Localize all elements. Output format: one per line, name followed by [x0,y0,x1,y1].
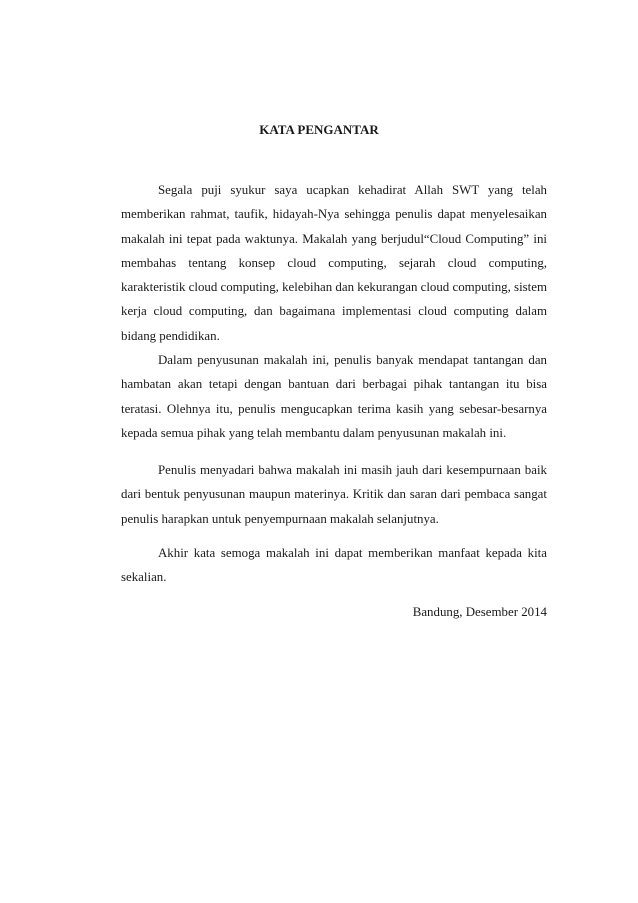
place-date-signoff: Bandung, Desember 2014 [412,605,547,619]
paragraph-opening: Segala puji syukur saya ucapkan kehadirat Allah SWT yang telah memberikan rahmat, taufik, hidayah-Nya sehingga penulis dapat menyelesaikan makalah ini tepat pada waktunya. Makalah yang berjudul“Cloud Computing” ini membahas tentang konsep cloud computing, sejarah cloud computing, karakteristik cloud computing, kelebihan dan kekurangan cloud computing, sistem kerja cloud computing, dan bagaimana implementasi cloud computing dalam bidang pendidikan. [121,183,548,343]
paragraph-acknowledgement: Dalam penyusunan makalah ini, penulis banyak mendapat tantangan dan hambatan akan tetapi dengan bantuan dari berbagai pihak tantangan itu bisa teratasi. Olehnya itu, penulis mengucapkan terima kasih yang sebesar-besarnya kepada semua pihak yang telah membantu dalam penyusunan makalah ini. [121,353,547,440]
page-title: KATA PENGANTAR [259,122,379,137]
paragraph-limitations: Penulis menyadari bahwa makalah ini masih jauh dari kesempurnaan baik dari bentuk penyusunan maupun materinya. Kritik dan saran dari pembaca sangat penulis harapkan untuk penyempurnaan makalah selanjutnya. [121,463,547,526]
paragraph-closing: Akhir kata semoga makalah ini dapat memberikan manfaat kepada kita sekalian. [121,546,547,585]
